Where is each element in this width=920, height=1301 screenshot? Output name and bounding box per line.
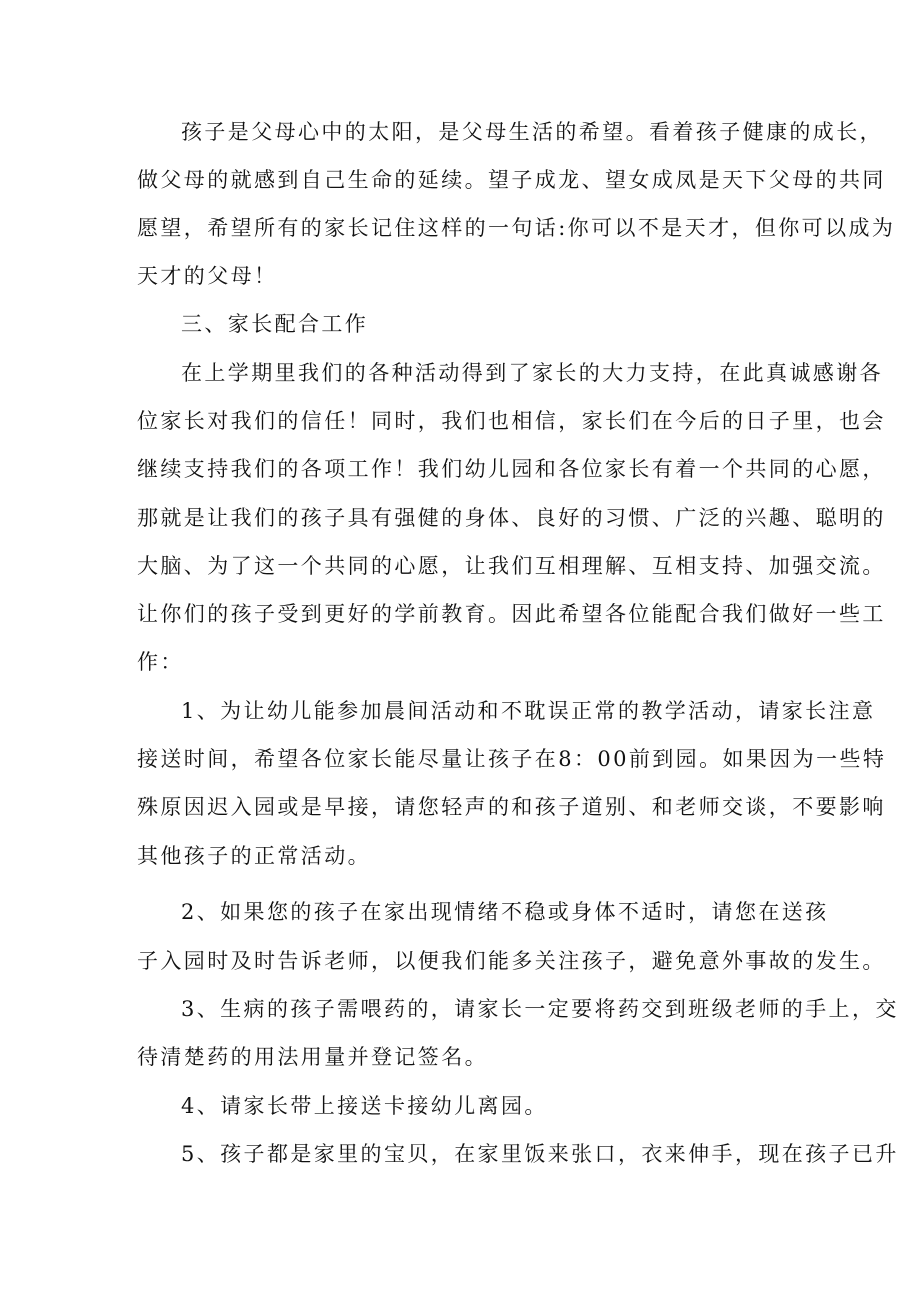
- list-item-line: 5、孩子都是家里的宝贝，在家里饭来张口，衣来伸手，现在孩子已升: [181, 1142, 899, 1166]
- paragraph-line: 天才的父母！: [137, 264, 278, 288]
- paragraph-line: 让你们的孩子受到更好的学前教育。因此希望各位能配合我们做好一些工: [137, 602, 886, 626]
- paragraph-line: 作：: [137, 650, 184, 674]
- section-heading: 三、家长配合工作: [181, 312, 369, 336]
- paragraph-line: 做父母的就感到自己生命的延续。望子成龙、望女成凤是天下父母的共同: [137, 168, 886, 192]
- list-item-line: 4、请家长带上接送卡接幼儿离园。: [181, 1094, 548, 1118]
- list-item-line: 3、生病的孩子需喂药的，请家长一定要将药交到班级老师的手上，交: [181, 997, 899, 1021]
- paragraph-line: 愿望，希望所有的家长记住这样的一句话:你可以不是天才，但你可以成为: [137, 216, 896, 240]
- paragraph-line: 那就是让我们的孩子具有强健的身体、良好的习惯、广泛的兴趣、聪明的: [137, 506, 886, 530]
- paragraph-line: 大脑、为了这一个共同的心愿，让我们互相理解、互相支持、加强交流。: [137, 554, 886, 578]
- list-item-line: 其他孩子的正常活动。: [137, 844, 371, 868]
- list-item-line: 2、如果您的孩子在家出现情绪不稳或身体不适时，请您在送孩: [181, 900, 829, 924]
- paragraph-line: 在上学期里我们的各种活动得到了家长的大力支持，在此真诚感谢各: [181, 361, 883, 385]
- list-item-line: 待清楚药的用法用量并登记签名。: [137, 1045, 488, 1069]
- list-item-line: 子入园时及时告诉老师，以便我们能多关注孩子，避免意外事故的发生。: [137, 949, 886, 973]
- list-item-line: 殊原因迟入园或是早接，请您轻声的和孩子道别、和老师交谈，不要影响: [137, 795, 886, 819]
- list-item-line: 接送时间，希望各位家长能尽量让孩子在8：00前到园。如果因为一些特: [137, 747, 887, 771]
- list-item-line: 1、为让幼儿能参加晨间活动和不耽误正常的教学活动，请家长注意: [181, 699, 876, 723]
- paragraph-line: 孩子是父母心中的太阳，是父母生活的希望。看着孩子健康的成长，: [181, 120, 883, 144]
- paragraph-line: 继续支持我们的各项工作！我们幼儿园和各位家长有着一个共同的心愿，: [137, 457, 886, 481]
- paragraph-line: 位家长对我们的信任！同时，我们也相信，家长们在今后的日子里，也会: [137, 409, 886, 433]
